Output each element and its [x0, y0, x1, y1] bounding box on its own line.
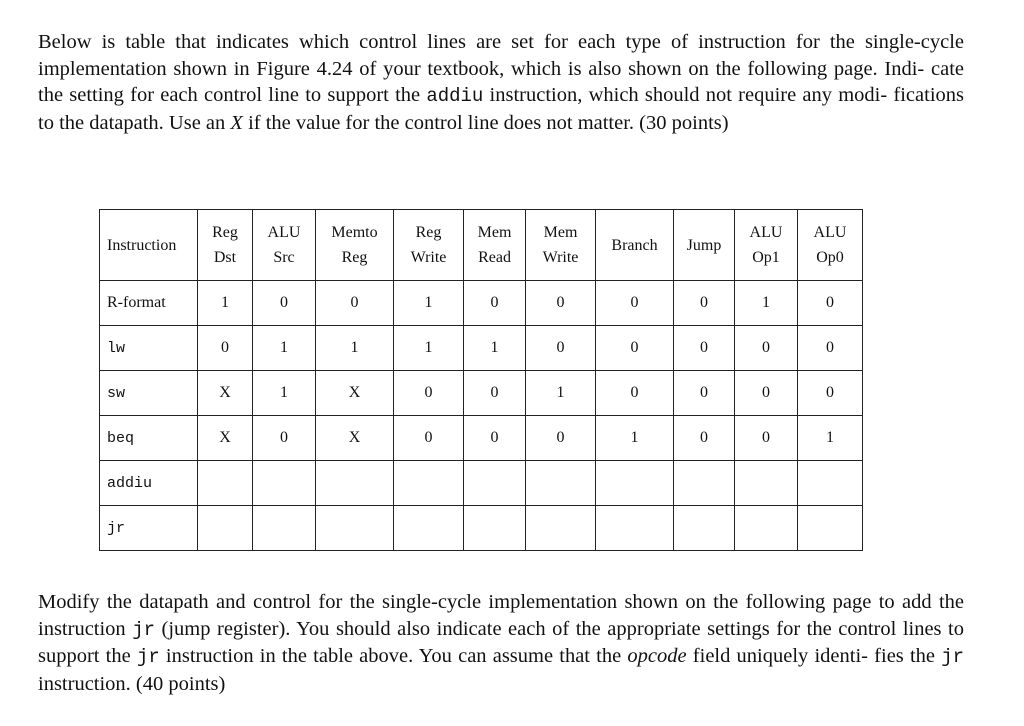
instruction-cell: jr	[100, 506, 198, 551]
value-cell-aluop0	[798, 506, 863, 551]
value-cell-regdst: 1	[198, 281, 253, 326]
outro-text-3: instruction in the table above. You can assume that the	[159, 645, 628, 667]
value-cell-memread: 0	[464, 281, 526, 326]
value-cell-memread: 1	[464, 326, 526, 371]
outro-text-1: Modify the datapath and control for the single-cycle implementation shown on the following page to add the instruction	[38, 591, 964, 640]
instruction-cell: lw	[100, 326, 198, 371]
intro-text-1: Below is table that indicates which control lines are set for each type of instruction for the single-cycle implementation shown in Figure 4.24 of your textbook, which is also shown on the following page. Indi- cate the setting for each control line to support the	[38, 31, 964, 106]
intro-paragraph	[38, 29, 964, 136]
outro-text-2: (jump register). You should also indicate each of the appropriate settings for the control lines to support the	[38, 617, 964, 667]
value-cell-aluop0: 0	[798, 371, 863, 416]
value-cell-memwrite: 0	[526, 281, 596, 326]
value-cell-jump: 0	[674, 371, 735, 416]
value-cell-aluop1: 0	[735, 326, 798, 371]
value-cell-alusrc: 1	[253, 326, 316, 371]
outro-text-5: instruction. (40 points)	[38, 672, 226, 695]
value-cell-regdst: X	[198, 371, 253, 416]
intro-x-symbol: X	[230, 111, 243, 134]
value-cell-branch	[596, 461, 674, 506]
instruction-cell: sw	[100, 371, 198, 416]
value-cell-aluop0: 1	[798, 416, 863, 461]
outro-code-jr-2: jr	[136, 646, 160, 668]
value-cell-regwrite	[394, 506, 464, 551]
value-cell-memwrite: 0	[526, 326, 596, 371]
value-cell-memread: 0	[464, 416, 526, 461]
value-cell-branch: 1	[596, 416, 674, 461]
value-cell-regwrite: 0	[394, 371, 464, 416]
instruction-cell: beq	[100, 416, 198, 461]
value-cell-alusrc: 0	[253, 281, 316, 326]
intro-text-2: instruction, which should not require any modi- fications to the datapath. Use an	[38, 84, 964, 134]
header-aluop0: ALU Op0	[798, 210, 863, 281]
value-cell-memread	[464, 461, 526, 506]
value-cell-memtoreg: X	[316, 416, 394, 461]
value-cell-memread: 0	[464, 371, 526, 416]
outro-opcode-term: opcode	[627, 645, 687, 667]
value-cell-aluop0: 0	[798, 281, 863, 326]
value-cell-memwrite: 0	[526, 416, 596, 461]
value-cell-alusrc	[253, 461, 316, 506]
value-cell-memwrite	[526, 461, 596, 506]
outro-code-jr-1: jr	[132, 618, 156, 641]
value-cell-regwrite: 0	[394, 416, 464, 461]
value-cell-alusrc: 1	[253, 371, 316, 416]
value-cell-memtoreg: 0	[316, 281, 394, 326]
value-cell-branch: 0	[596, 371, 674, 416]
header-regwrite: Reg Write	[394, 210, 464, 281]
header-aluop1: ALU Op1	[735, 210, 798, 281]
table-row-lw	[100, 326, 863, 371]
value-cell-memread	[464, 506, 526, 551]
table-body	[100, 281, 863, 551]
value-cell-aluop1	[735, 506, 798, 551]
value-cell-alusrc: 0	[253, 416, 316, 461]
header-row	[100, 210, 863, 281]
value-cell-regwrite	[394, 461, 464, 506]
header-alusrc: ALU Src	[253, 210, 316, 281]
value-cell-jump: 0	[674, 416, 735, 461]
table-header	[100, 210, 863, 281]
value-cell-aluop1: 1	[735, 281, 798, 326]
header-jump: Jump	[674, 210, 735, 281]
value-cell-memtoreg	[316, 461, 394, 506]
value-cell-memtoreg	[316, 506, 394, 551]
value-cell-jump	[674, 506, 735, 551]
outro-code-jr-3: jr	[941, 646, 965, 668]
value-cell-regdst: X	[198, 416, 253, 461]
outro-text-4: field uniquely identi- fies the	[686, 645, 942, 667]
value-cell-jump: 0	[674, 281, 735, 326]
header-branch: Branch	[596, 210, 674, 281]
table-row-r-format	[100, 281, 863, 326]
header-memtoreg: Memto Reg	[316, 210, 394, 281]
instruction-cell: addiu	[100, 461, 198, 506]
value-cell-branch	[596, 506, 674, 551]
value-cell-regdst	[198, 506, 253, 551]
value-cell-aluop1: 0	[735, 416, 798, 461]
intro-code-addiu: addiu	[426, 85, 484, 107]
value-cell-jump: 0	[674, 326, 735, 371]
value-cell-regwrite: 1	[394, 326, 464, 371]
header-instruction: Instruction	[100, 210, 198, 281]
table-row-addiu	[100, 461, 863, 506]
value-cell-jump	[674, 461, 735, 506]
value-cell-memwrite: 1	[526, 371, 596, 416]
table-row-beq	[100, 416, 863, 461]
value-cell-branch: 0	[596, 326, 674, 371]
header-regdst: Reg Dst	[198, 210, 253, 281]
table-row-sw	[100, 371, 863, 416]
value-cell-aluop0	[798, 461, 863, 506]
value-cell-alusrc	[253, 506, 316, 551]
table-row-jr	[100, 506, 863, 551]
intro-text-3: if the value for the control line does not matter. (30 points)	[242, 111, 729, 134]
value-cell-memwrite	[526, 506, 596, 551]
instruction-cell: R-format	[100, 281, 198, 326]
value-cell-memtoreg: 1	[316, 326, 394, 371]
value-cell-aluop1: 0	[735, 371, 798, 416]
value-cell-branch: 0	[596, 281, 674, 326]
control-lines-table	[99, 209, 863, 551]
header-memwrite: Mem Write	[526, 210, 596, 281]
value-cell-regwrite: 1	[394, 281, 464, 326]
value-cell-aluop0: 0	[798, 326, 863, 371]
value-cell-memtoreg: X	[316, 371, 394, 416]
header-memread: Mem Read	[464, 210, 526, 281]
value-cell-aluop1	[735, 461, 798, 506]
value-cell-regdst	[198, 461, 253, 506]
outro-paragraph	[38, 589, 964, 697]
value-cell-regdst: 0	[198, 326, 253, 371]
